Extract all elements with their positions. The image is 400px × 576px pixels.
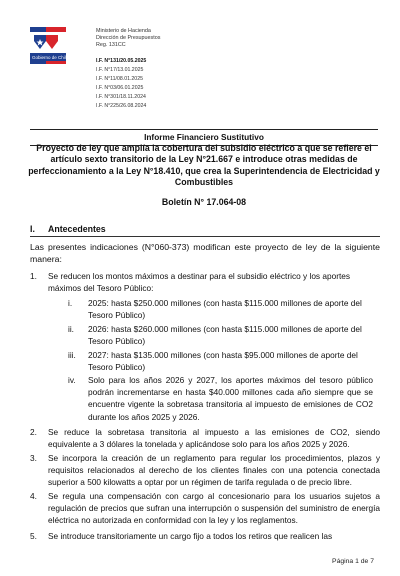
item-text: Se regula una compensación con cargo al concesionario para los usuarios sujetos a regulación de precios que sufran una interrupción o suspensión del suministro de energía eléctrica no autorizada en conformidad con la ley y los reglamentos. xyxy=(48,491,380,526)
government-logo xyxy=(30,27,82,73)
project-title: Proyecto de ley que amplía la cobertura del subsidio eléctrico a que se refiere el artículo sexto transitorio de la Ley N°21.667 e introduce otras medidas de perfeccionamiento a la Ley N°18.410, que crea la Superintendencia de Electricidad y Combustibles xyxy=(28,143,380,187)
item-text: Se introduce transitoriamente un cargo fijo a todos los retiros que realicen las xyxy=(48,531,333,541)
item-number: 1. xyxy=(30,271,37,281)
item-text: Se incorpora la creación de un reglamento para regular los procedimientos, plazos y requisitos relacionados al derecho de los clientes finales con una potencia conectada superior a 500 kilowatts a optar por un régimen de tarifa regulada o de precio libre. xyxy=(48,453,380,488)
intro-paragraph: Las presentes indicaciones (N°060-373) modifican este proyecto de ley de la siguiente manera: xyxy=(30,242,380,264)
ministry-line: Dirección de Presupuestos xyxy=(96,35,161,41)
sub-item-text: 2026: hasta $260.000 millones (con hasta $115.000 millones de aporte del Tesoro Público) xyxy=(88,324,362,347)
sub-item-number: iii. xyxy=(68,350,76,360)
sub-item-number: i. xyxy=(68,298,73,308)
page-number: Página 1 de 7 xyxy=(332,558,374,565)
report-ref: I.F. N°03/06.01.2025 xyxy=(96,85,144,92)
section-heading xyxy=(30,224,380,237)
ministry-line: Ministerio de Hacienda xyxy=(96,28,151,34)
item-number: 4. xyxy=(30,491,37,501)
ministry-header xyxy=(96,28,160,49)
sub-item-number: iv. xyxy=(68,375,76,385)
item-number: 2. xyxy=(30,427,37,437)
section-number: I. xyxy=(30,224,35,234)
item-text: Se reduce la sobretasa transitoria al impuesto a las emisiones de CO2, siendo equivalente a 3 dólares la tonelada y aplicándose solo para los años 2025 y 2026. xyxy=(48,427,380,450)
sub-item-text: Solo para los años 2026 y 2027, los aportes máximos del tesoro público podrán incrementarse en hasta $40.000 millones cada año siempre que se encuentre vigente la sobretasa transitoria al impuesto de emisiones de CO2 durante los años 2025 y 2026. xyxy=(88,375,373,422)
item-text: Se reducen los montos máximos a destinar para el subsidio eléctrico y los aportes máximos del Tesoro Público: xyxy=(48,271,351,294)
item-number: 5. xyxy=(30,531,37,541)
report-ref: I.F. N°225/26.08.2024 xyxy=(96,103,147,110)
doc-type: Informe Financiero Sustitutivo xyxy=(144,132,264,142)
report-ref: I.F. N°301/18.11.2024 xyxy=(96,94,146,101)
ministry-line: Reg. 131CC xyxy=(96,42,126,48)
sub-item-number: ii. xyxy=(68,324,74,334)
report-ref: I.F. N°131/20.05.2025 xyxy=(96,58,147,64)
section-title: Antecedentes xyxy=(48,224,106,234)
changes-list xyxy=(30,270,380,560)
svg-text:Gobierno de Chile: Gobierno de Chile xyxy=(32,55,69,60)
sub-item-text: 2025: hasta $250.000 millones (con hasta $115.000 millones de aporte del Tesoro Público) xyxy=(88,298,362,321)
sub-item-text: 2027: hasta $135.000 millones (con hasta $95.000 millones de aporte del Tesoro Público) xyxy=(88,350,358,373)
report-ref: I.F. N°17/13.01.2025 xyxy=(96,67,144,74)
report-references xyxy=(96,57,146,112)
report-ref: I.F. N°11/08.01.2025 xyxy=(96,76,143,83)
item-number: 3. xyxy=(30,453,37,463)
boletin-number: Boletín N° 17.064-08 xyxy=(161,197,247,207)
